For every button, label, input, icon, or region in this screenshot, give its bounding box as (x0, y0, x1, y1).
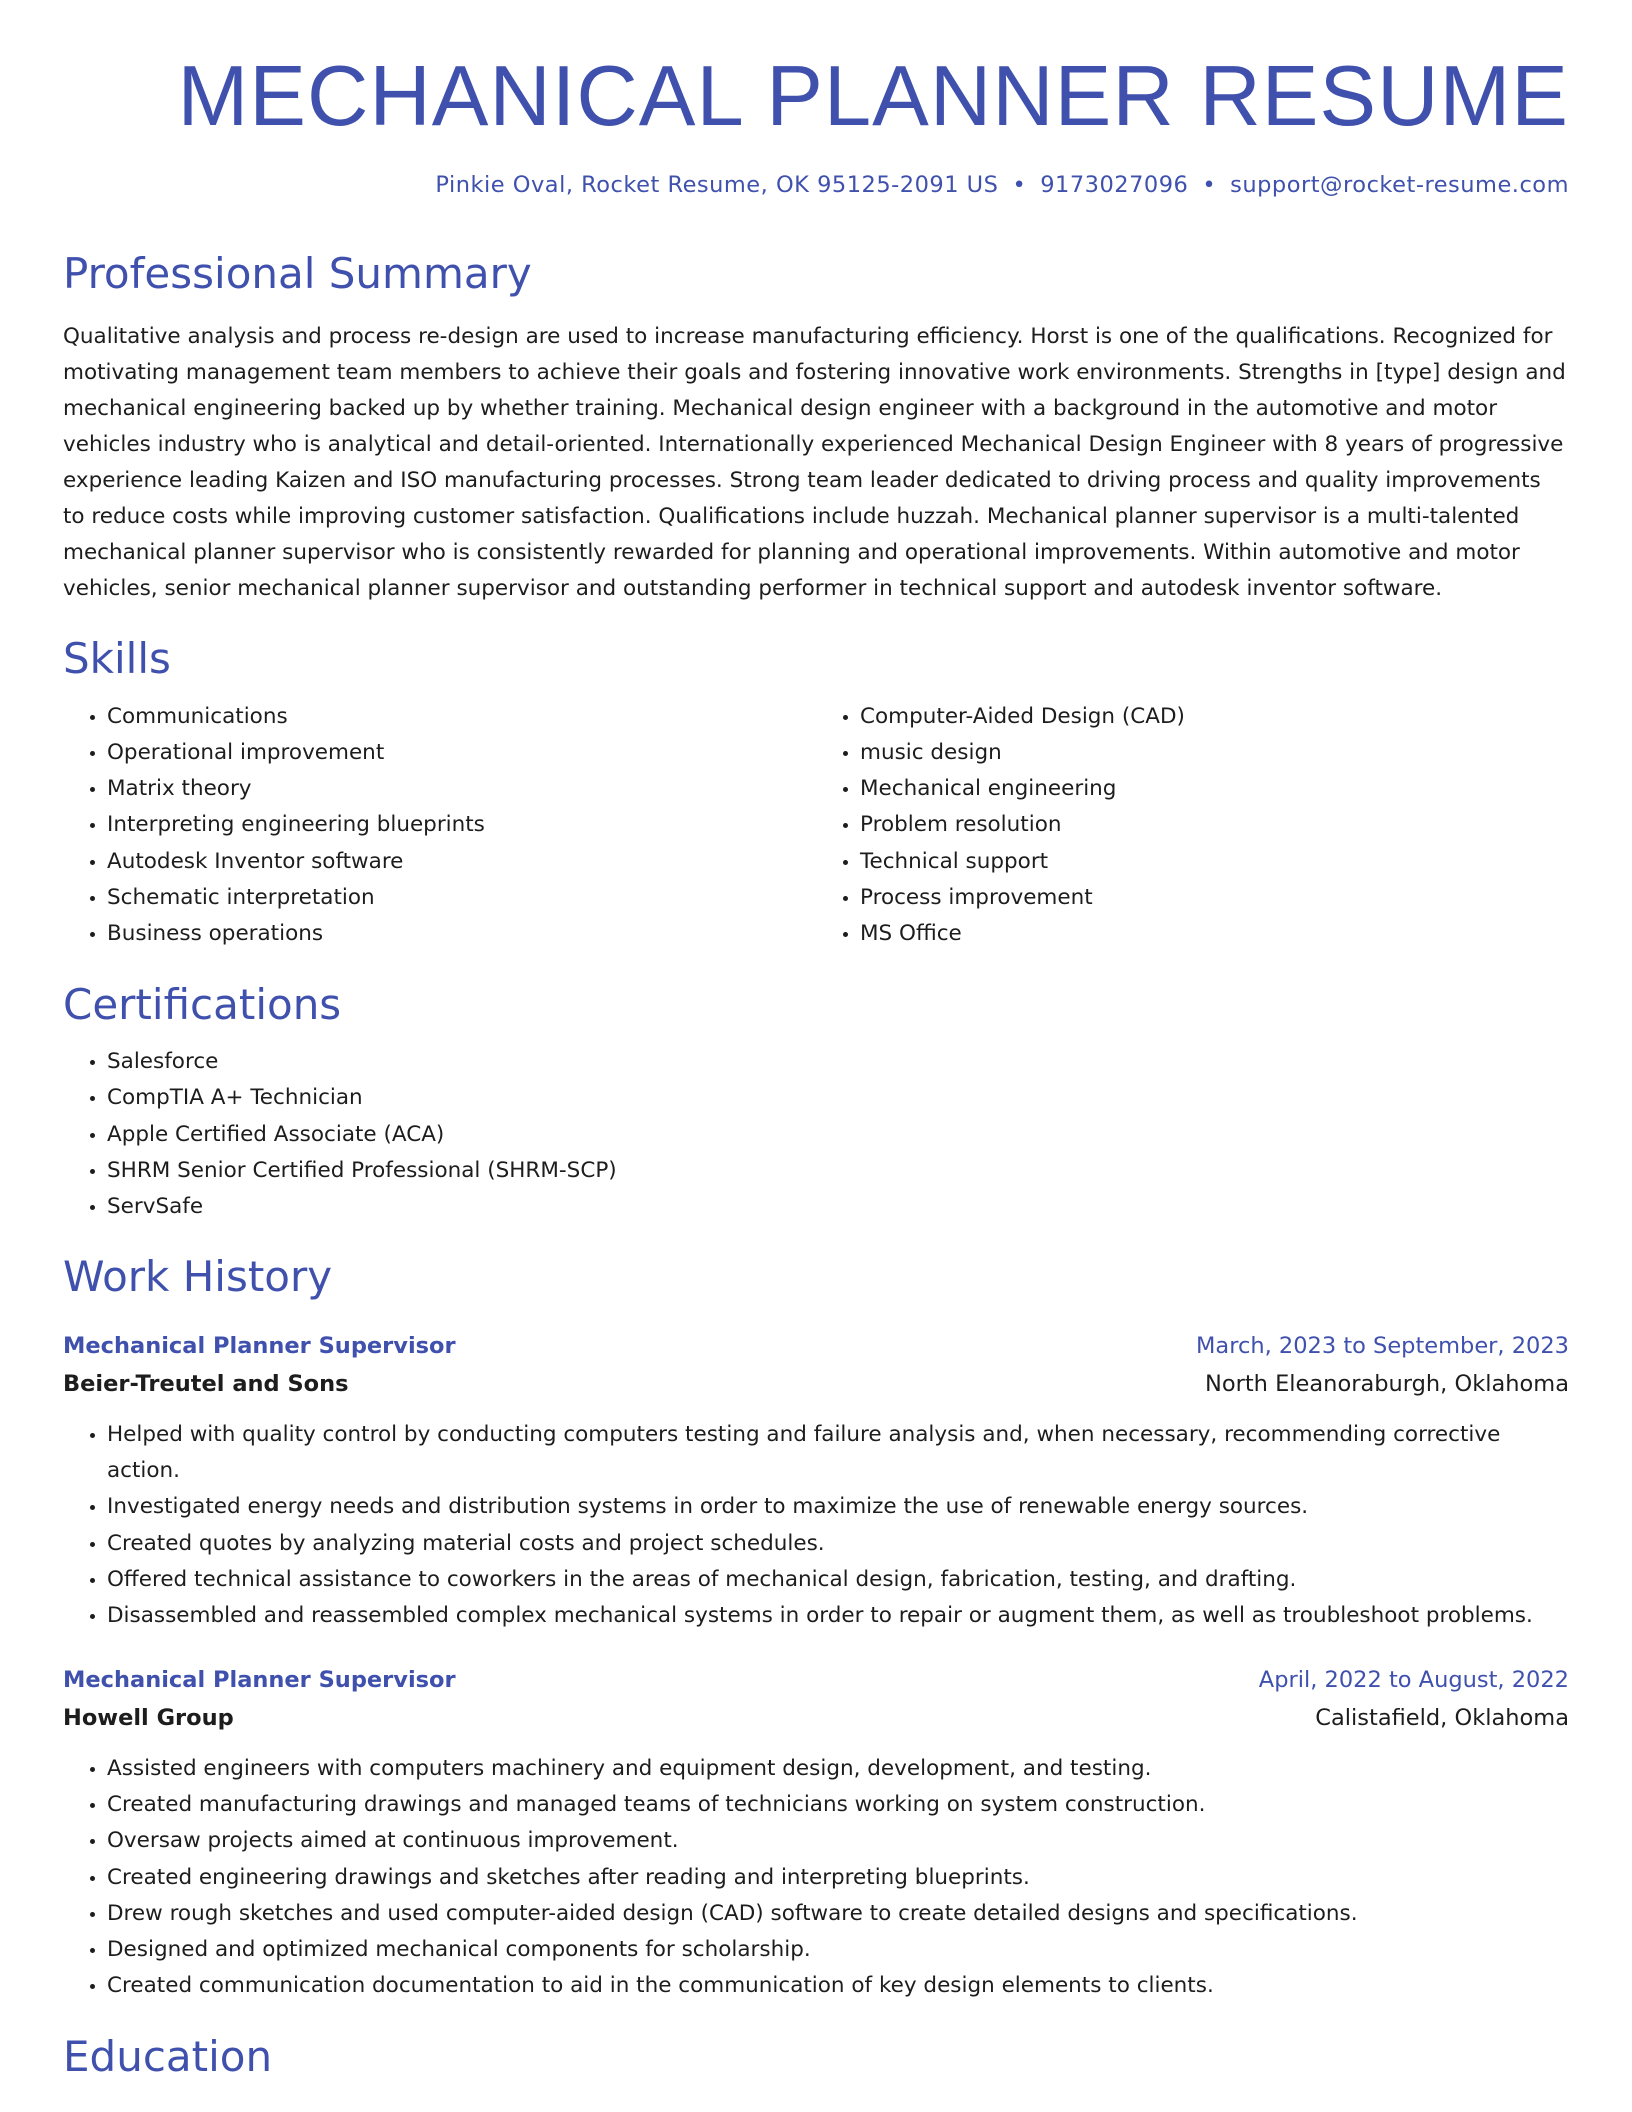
education-section (63, 2032, 1569, 2082)
contact-separator: • (1202, 171, 1217, 198)
job-bullet: • Designed and optimized mechanical components for scholarship. (107, 1932, 1569, 1968)
skill-item: • Autodesk Inventor software (107, 844, 816, 880)
skill-item: • Process improvement (860, 880, 1569, 916)
skill-item: • Technical support (860, 844, 1569, 880)
job-company: Beier-Treutel and Sons (63, 1370, 349, 1397)
job-bullets (63, 1751, 1569, 2005)
certifications-list (63, 1044, 1569, 1225)
job-bullet: • Oversaw projects aimed at continuous improvement. (107, 1823, 1569, 1859)
skills-section (63, 634, 1569, 952)
job-company: Howell Group (63, 1704, 234, 1731)
skill-item: • Interpreting engineering blueprints (107, 807, 816, 843)
job-title: Mechanical Planner Supervisor (63, 1332, 456, 1359)
skill-item: • music design (860, 735, 1569, 771)
job-subheader (63, 1365, 1569, 1403)
skills-heading: Skills (63, 634, 171, 684)
skills-list-right (816, 699, 1569, 953)
job-dates: March, 2023 to September, 2023 (1196, 1332, 1569, 1359)
skill-item: • Computer-Aided Design (CAD) (860, 699, 1569, 735)
job-subheader (63, 1699, 1569, 1737)
contact-line (63, 172, 1569, 199)
skill-item: • Schematic interpretation (107, 880, 816, 916)
skill-item: • Problem resolution (860, 807, 1569, 843)
skill-item: • Communications (107, 699, 816, 735)
summary-section (63, 249, 1569, 607)
job-bullet: • Offered technical assistance to coworkers in the areas of mechanical design, fabrication, testing, and drafting. (107, 1562, 1569, 1598)
skill-item: • Mechanical engineering (860, 771, 1569, 807)
job-bullets (63, 1417, 1569, 1635)
job-bullet: • Helped with quality control by conducting computers testing and failure analysis and, when necessary, recommending corrective action. (107, 1417, 1569, 1490)
contact-phone: 9173027096 (1040, 171, 1189, 198)
contact-separator: • (1012, 171, 1027, 198)
certification-item: • SHRM Senior Certified Professional (SHRM-SCP) (107, 1153, 1569, 1189)
job-entry (63, 1661, 1569, 2005)
job-title: Mechanical Planner Supervisor (63, 1666, 456, 1693)
work-history-section (63, 1252, 1569, 2004)
skills-columns (63, 685, 1569, 953)
certifications-heading: Certifications (63, 979, 342, 1029)
job-location: North Eleanoraburgh, Oklahoma (1205, 1370, 1569, 1397)
job-bullet: • Drew rough sketches and used computer-aided design (CAD) software to create detailed designs and specifications. (107, 1896, 1569, 1932)
job-location: Calistafield, Oklahoma (1315, 1704, 1569, 1731)
skill-item: • Matrix theory (107, 771, 816, 807)
certification-item: • CompTIA A+ Technician (107, 1080, 1569, 1116)
certification-item: • ServSafe (107, 1189, 1569, 1225)
skill-item: • Operational improvement (107, 735, 816, 771)
skill-item: • MS Office (860, 916, 1569, 952)
summary-text: Qualitative analysis and process re-design are used to increase manufacturing efficiency. Horst is one of the qualifications. Recognized for motivating management team members to achieve their goals and fostering innovative work environments. Strengths in [type] design and mechanical engineering backed up by whether training. Mechanical design engineer with a background in the automotive and motor vehicles industry who is analytical and detail-oriented. Internationally experienced Mechanical Design Engineer with 8 years of progressive experience leading Kaizen and ISO manufacturing processes. Strong team leader dedicated to driving process and quality improvements to reduce costs while improving customer satisfaction. Qualifications include huzzah. Mechanical planner supervisor is a multi-talented mechanical planner supervisor who is consistently rewarded for planning and operational improvements. Within automotive and motor vehicles, senior mechanical planner supervisor and outstanding performer in technical support and autodesk inventor software. (63, 324, 1566, 602)
job-header (63, 1327, 1569, 1365)
contact-email: support@rocket-resume.com (1230, 171, 1569, 198)
certification-item: • Salesforce (107, 1044, 1569, 1080)
job-bullet: • Created engineering drawings and sketches after reading and interpreting blueprints. (107, 1860, 1569, 1896)
summary-heading: Professional Summary (63, 248, 532, 298)
job-dates: April, 2022 to August, 2022 (1258, 1666, 1569, 1693)
work-history-heading: Work History (63, 1252, 333, 1302)
education-heading: Education (63, 2031, 273, 2081)
job-header (63, 1661, 1569, 1699)
job-bullet: • Disassembled and reassembled complex mechanical systems in order to repair or augment them, as well as troubleshoot problems. (107, 1598, 1569, 1634)
contact-address: Pinkie Oval, Rocket Resume, OK 95125-2091 US (435, 171, 999, 198)
certification-item: • Apple Certified Associate (ACA) (107, 1117, 1569, 1153)
job-entry (63, 1327, 1569, 1635)
job-bullet: • Created manufacturing drawings and managed teams of technicians working on system construction. (107, 1787, 1569, 1823)
job-bullet: • Investigated energy needs and distribution systems in order to maximize the use of renewable energy sources. (107, 1489, 1569, 1525)
job-bullet: • Created communication documentation to aid in the communication of key design elements to clients. (107, 1968, 1569, 2004)
skills-list-left (63, 699, 816, 953)
skill-item: • Business operations (107, 916, 816, 952)
certifications-section (63, 980, 1569, 1226)
job-bullet: • Created quotes by analyzing material costs and project schedules. (107, 1526, 1569, 1562)
job-bullet: • Assisted engineers with computers machinery and equipment design, development, and testing. (107, 1751, 1569, 1787)
resume-title: MECHANICAL PLANNER RESUME (177, 49, 1569, 144)
